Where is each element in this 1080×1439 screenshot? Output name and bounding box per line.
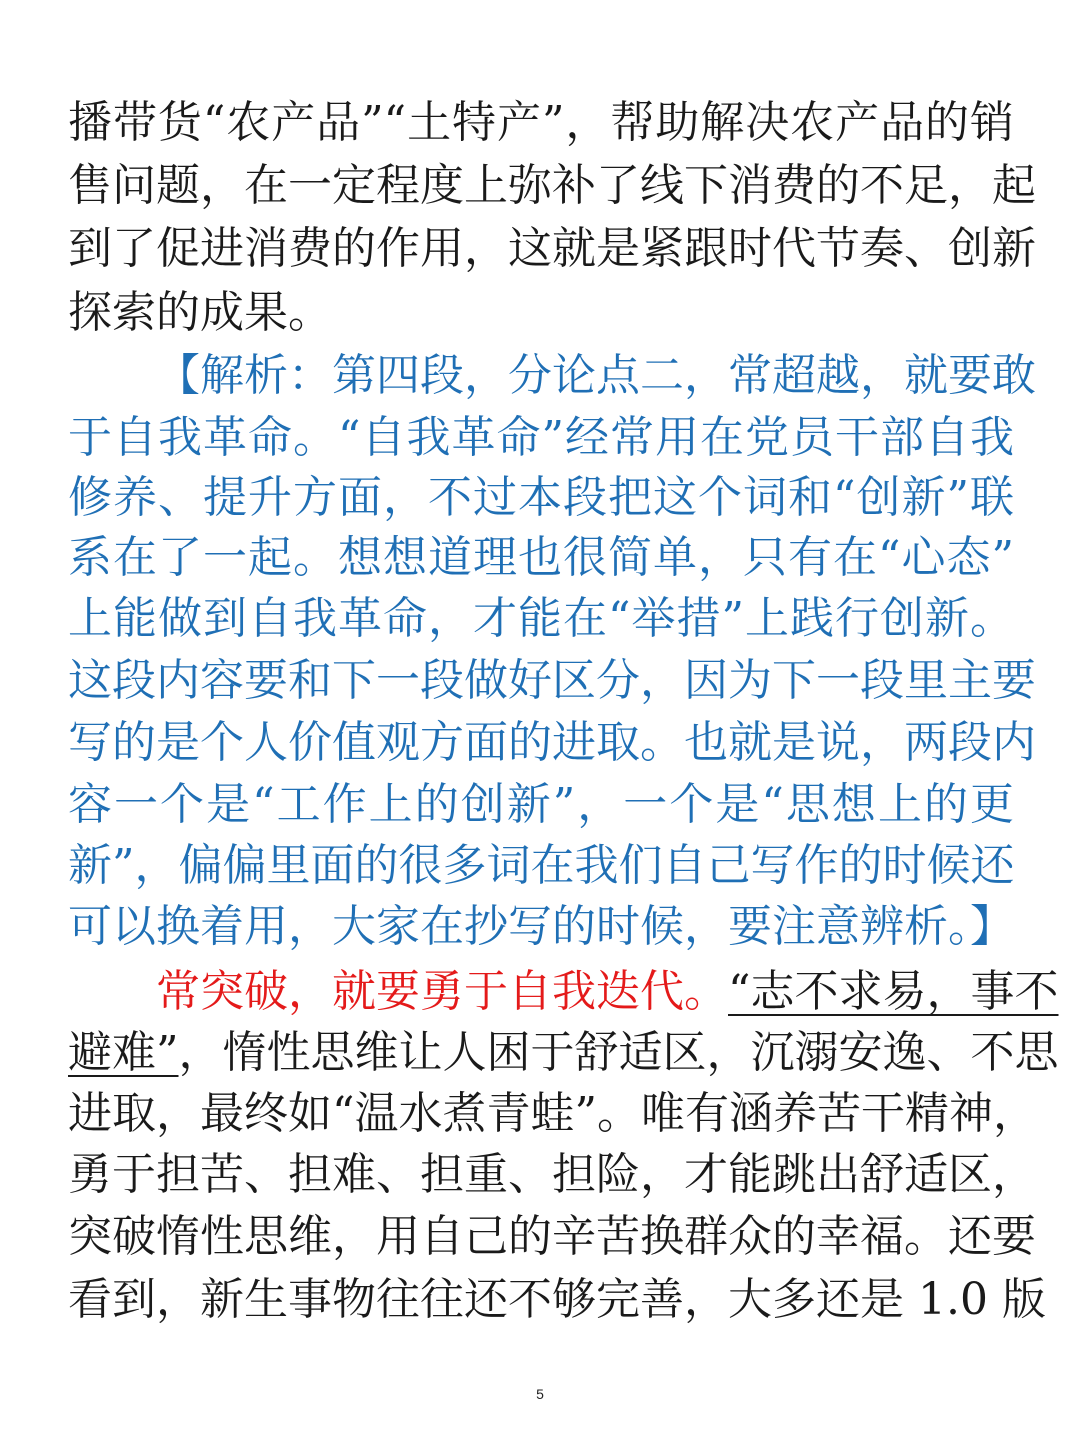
body-line: 看到，新生事物往往还不够完善，大多还是 1.0 版 bbox=[68, 1274, 1046, 1325]
analysis-line: 于自我革命。“自我革命”经常用在党员干部自我 bbox=[68, 412, 1014, 463]
body-line-with-heading bbox=[156, 962, 1059, 1022]
page-number: 5 bbox=[536, 1386, 544, 1402]
analysis-line: 可以换着用，大家在抄写的时候，要注意辨析。】 bbox=[68, 901, 1014, 952]
analysis-line: 容一个是“工作上的创新”，一个是“思想上的更 bbox=[68, 779, 1014, 830]
analysis-line: 写的是个人价值观方面的进取。也就是说，两段内 bbox=[68, 717, 1036, 768]
analysis-line: 新”，偏偏里面的很多词在我们自己写作的时候还 bbox=[68, 840, 1015, 891]
quote-underlined: 避难” bbox=[68, 1027, 179, 1078]
analysis-line: 上能做到自我革命，才能在“举措”上践行创新。 bbox=[68, 593, 1014, 644]
analysis-line: 【解析：第四段，分论点二，常超越，就要敢 bbox=[156, 350, 1036, 401]
body-line: 勇于担苦、担难、担重、担险，才能跳出舒适区， bbox=[68, 1149, 1036, 1200]
analysis-line: 修养、提升方面，不过本段把这个词和“创新”联 bbox=[68, 472, 1014, 523]
body-line: 进取，最终如“温水煮青蛙”。唯有涵养苦干精神， bbox=[68, 1088, 1037, 1139]
body-line bbox=[68, 1023, 1059, 1083]
quote-underlined: “志不求易，事不 bbox=[728, 966, 1059, 1017]
body-line: 售问题，在一定程度上弥补了线下消费的不足，起 bbox=[68, 160, 1036, 211]
body-text: ，惰性思维让人困于舒适区，沉溺安逸、不思 bbox=[178, 1027, 1059, 1078]
analysis-line: 这段内容要和下一段做好区分，因为下一段里主要 bbox=[68, 655, 1036, 706]
body-line: 探索的成果。 bbox=[68, 287, 332, 338]
body-line: 播带货“农产品”“土特产”，帮助解决农产品的销 bbox=[68, 97, 1014, 148]
section-heading: 常突破，就要勇于自我迭代。 bbox=[156, 966, 728, 1017]
body-line: 到了促进消费的作用，这就是紧跟时代节奏、创新 bbox=[68, 223, 1036, 274]
body-line: 突破惰性思维，用自己的辛苦换群众的幸福。还要 bbox=[68, 1211, 1036, 1262]
analysis-line: 系在了一起。想想道理也很简单，只有在“心态” bbox=[68, 532, 1014, 583]
